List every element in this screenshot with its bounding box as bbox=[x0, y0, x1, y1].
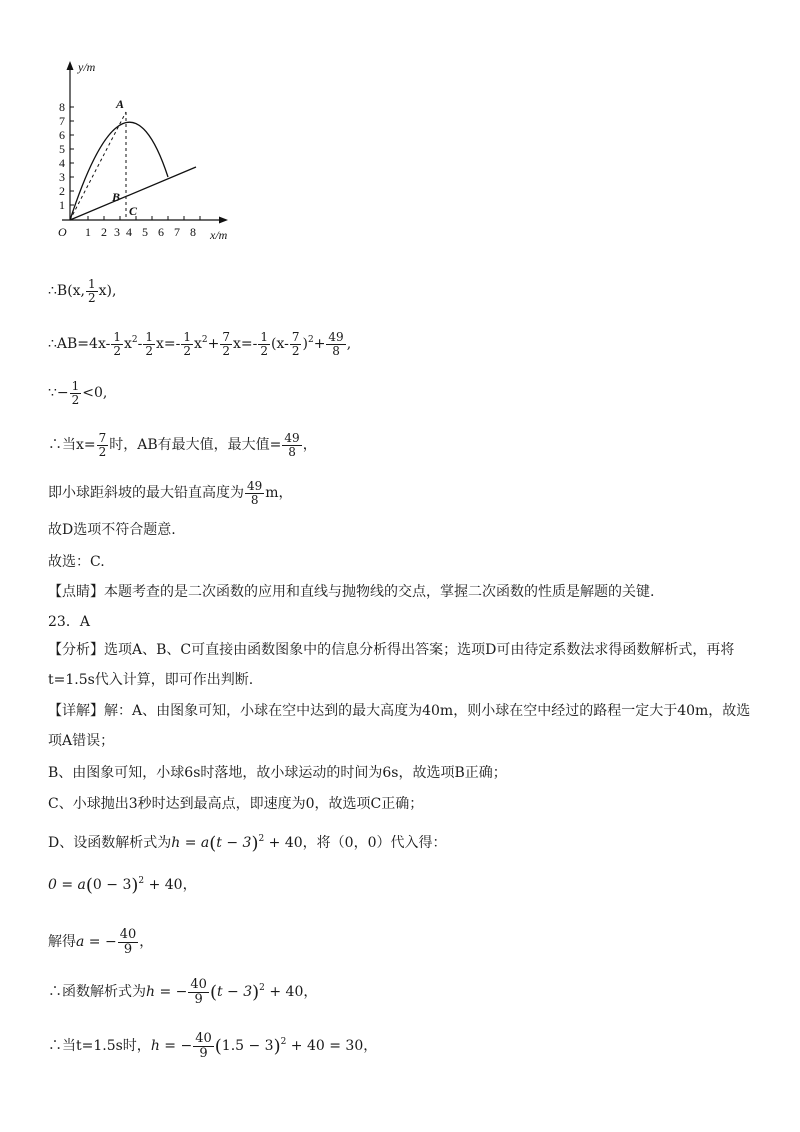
y-tick-6: 6 bbox=[59, 128, 65, 142]
y-tick-5: 5 bbox=[59, 142, 65, 156]
ab-expression: ∴AB=4x- $\frac{1}{2}$ $x^2-$ $\frac{1}{2}$ x=- $\frac{1}{2}$ $x^2+$ $\frac{7}{2}$ x=- $\frac{1}{2}$ (x- $\frac{7}{2}$ )$^2$+ $\frac{49}{8}$ , bbox=[48, 329, 352, 358]
y-axis-label: y/m bbox=[78, 60, 96, 74]
point-c-label: C bbox=[129, 204, 138, 218]
parabola-line-graph bbox=[50, 55, 250, 255]
point-b-label: B bbox=[112, 190, 121, 204]
x-tick-3: 3 bbox=[114, 225, 120, 239]
point-a-label: A bbox=[116, 97, 125, 111]
option-d-conclusion: 故D选项不符合题意. bbox=[48, 522, 176, 538]
function-expression: ∴函数解析式为h = − $\frac{40}{9}$ $(t - 3)^2 + 40$， bbox=[48, 977, 318, 1007]
text: ∴B(x, bbox=[48, 283, 86, 300]
answer-choice: 故选：C. bbox=[48, 554, 105, 570]
point-b-coordinate bbox=[48, 278, 116, 304]
x-axis-arrow bbox=[219, 217, 228, 224]
origin-label: O bbox=[58, 225, 67, 239]
x-tick-7: 7 bbox=[174, 225, 180, 239]
x-tick-1: 1 bbox=[85, 225, 91, 239]
option-b-detail: B、由图象可知，小球6s时落地，故小球运动的时间为6s，故选项B正确； bbox=[48, 765, 507, 781]
option-d-setup: D、设函数解析式为$h = a(t - 3)^2 + 40$，将（0，0）代入得： bbox=[48, 833, 447, 854]
y-tick-4: 4 bbox=[59, 156, 65, 170]
parabola-curve bbox=[70, 122, 168, 220]
y-tick-2: 2 bbox=[59, 184, 65, 198]
x-axis-label: x/m bbox=[210, 228, 228, 242]
x-tick-4: 4 bbox=[126, 225, 132, 239]
comment-paragraph: 【点睛】本题考查的是二次函数的应用和直线与抛物线的交点，掌握二次函数的性质是解题的关键. bbox=[48, 584, 655, 600]
y-tick-1: 1 bbox=[59, 198, 65, 212]
fraction: $\frac{1}{2}$ bbox=[88, 277, 96, 305]
negative-half-condition: ∵− $\frac{1}{2}$ <0, bbox=[48, 379, 108, 407]
analysis-paragraph: 【分析】选项A、B、C可直接由函数图象中的信息分析得出答案；选项D可由待定系数法求得函数解析式，再将t=1.5s代入计算，即可作出判断. bbox=[48, 642, 735, 688]
substitution-equation: $0 = a(0 - 3)^2 + 40$， bbox=[48, 875, 197, 896]
x-tick-2: 2 bbox=[101, 225, 107, 239]
y-tick-7: 7 bbox=[59, 114, 65, 128]
x-tick-5: 5 bbox=[142, 225, 148, 239]
max-height-statement: 即小球距斜坡的最大铅直高度为 $\frac{49}{8}$ m， bbox=[48, 479, 293, 507]
y-tick-8: 8 bbox=[59, 100, 65, 114]
x-tick-6: 6 bbox=[158, 225, 164, 239]
y-ticks bbox=[59, 100, 74, 212]
option-c-detail: C、小球抛出3秒时达到最高点，即速度为0，故选项C正确； bbox=[48, 796, 424, 812]
solve-a: 解得a = − $\frac{40}{9}$ ， bbox=[48, 927, 154, 957]
y-axis-arrow bbox=[67, 61, 74, 70]
x-tick-8: 8 bbox=[190, 225, 196, 239]
text: x), bbox=[98, 283, 117, 300]
y-tick-3: 3 bbox=[59, 170, 65, 184]
detail-paragraph: 【详解】解：A、由图象可知，小球在空中达到的最大高度为40m，则小球在空中经过的路程一定大于40m，故选项A错误； bbox=[48, 703, 751, 749]
question-number: 23．A bbox=[48, 614, 90, 630]
evaluate-at-1-5: ∴当t=1.5s时，h = − $\frac{40}{9}$ $(1.5 - 3)^2 + 40 = 30$， bbox=[48, 1031, 378, 1061]
max-value-statement: ∴当x= $\frac{7}{2}$ 时，AB有最大值，最大值= $\frac{49}{8}$ ， bbox=[48, 431, 317, 459]
